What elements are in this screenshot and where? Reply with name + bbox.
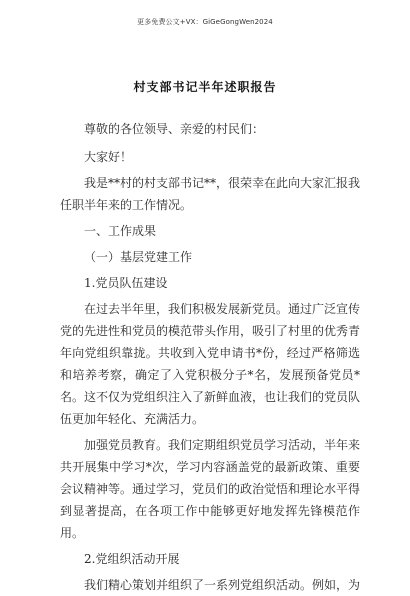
body-paragraph: 我们精心策划并组织了一系列党组织活动。例如，为 bbox=[84, 578, 361, 592]
body-paragraph: 在过去半年里，我们积极发展新党员。通过广泛宣传党的先进性和党员的模范带头作用，吸引了村里的优秀青年向党组织靠拢。共收到入党申请书*份，经过严格筛选和培养考察，确定了入党积极分子*名，发展预备党员*名。这不仅为党组织注入了新鲜血液，也让我们的党员队伍更加年轻化、充满活力。 bbox=[60, 302, 361, 426]
document-body bbox=[60, 118, 360, 596]
greeting: 大家好！ bbox=[84, 150, 133, 164]
intro-paragraph: 我是**村的村支部书记**，很荣幸在此向大家汇报我任职半年来的工作情况。 bbox=[60, 176, 361, 212]
salutation: 尊敬的各位领导、亲爱的村民们： bbox=[84, 122, 265, 136]
item-heading: 2.党组织活动开展 bbox=[84, 552, 180, 566]
item-heading: 1.党员队伍建设 bbox=[84, 276, 168, 290]
body-paragraph: 加强党员教育。我们定期组织党员学习活动，半年来共开展集中学习*次，学习内容涵盖党的最新政策、重要会议精神等。通过学习，党员们的政治觉悟和理论水平得到显著提高，在各项工作中能够更好地发挥先锋模范作用。 bbox=[60, 438, 361, 540]
section-heading: 一、工作成果 bbox=[84, 224, 157, 238]
header-note: 更多免费公文+VX：GiGeGongWen2024 bbox=[137, 18, 273, 26]
subsection-heading: （一）基层党建工作 bbox=[84, 250, 193, 264]
document-title: 村支部书记半年述职报告 bbox=[133, 80, 277, 94]
